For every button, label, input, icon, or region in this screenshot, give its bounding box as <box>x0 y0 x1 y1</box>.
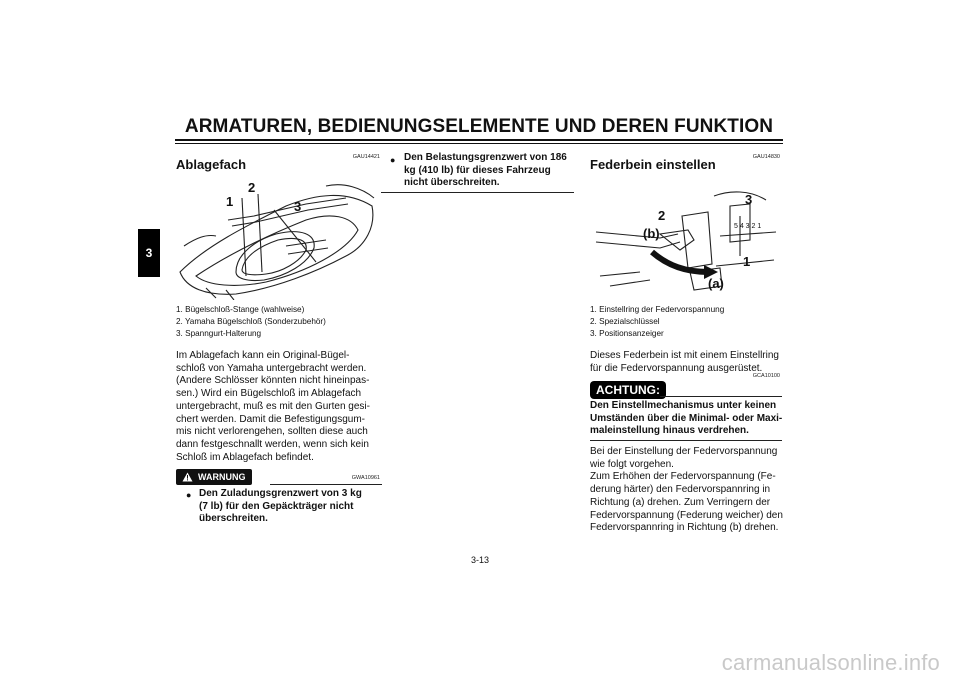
title-rule <box>175 139 783 141</box>
achtung-text: Den Einstellmechanismus unter keinen Umständen über die Minimal- oder Maxi- maleinstellung hinaus verdrehen. <box>590 400 783 436</box>
chapter-tab: 3 <box>138 229 160 277</box>
warning-label: WARNUNG <box>198 472 246 482</box>
bullet-icon: ● <box>390 155 396 165</box>
middle-end-rule <box>381 192 574 193</box>
storage-compartment-illustration <box>176 176 380 300</box>
callout-1: 1 <box>743 254 751 269</box>
callout-b: (b) <box>643 226 660 241</box>
section-code: GAU14830 <box>752 154 780 160</box>
middle-warning-text: Den Belastungsgrenzwert von 186 kg (410 lb) für dieses Fahrzeug nicht überschreiten. <box>404 152 567 188</box>
caption-item: 3. Spanngurt-Halterung <box>176 329 262 338</box>
caption-item: 3. Positionsanzeiger <box>590 329 664 338</box>
figure-caption-list <box>590 304 724 340</box>
warning-rule <box>270 484 382 485</box>
callout-3: 3 <box>294 199 302 214</box>
figure-caption-list <box>176 304 326 340</box>
warning-code: GWA10961 <box>351 475 380 481</box>
caption-item: 1. Einstellring der Federvorspannung <box>590 305 725 314</box>
callout-a: (a) <box>708 276 724 291</box>
paragraph-ablagefach: Im Ablagefach kann ein Original-Bügel- schloß von Yamaha untergebracht werden. (Andere Schlösser könnten nicht hineinpas- sen.) Wird ein Bügelschloß im Ablagefach untergebracht, muß es mit den Gurten gesi- chert werden. Damit die Befestigungsgum- mis nicht verlorengehen, sollten diese auch dann festgeschnallt werden, wenn sich kein Schloß im Ablagefach befindet. <box>176 350 370 463</box>
warning-text: Den Zuladungsgrenzwert von 3 kg (7 lb) für den Gepäckträger nicht überschreiten. <box>199 488 362 524</box>
paragraph-federbein-intro: Dieses Federbein ist mit einem Einstellring für die Federvorspannung ausgerüstet. <box>590 350 779 374</box>
paragraph-federbein-steps: Bei der Einstellung der Federvorspannung wie folgt vorgehen. Zum Erhöhen der Federvorspannung (Fe- derung härter) den Federvorspannring in Richtung (a) drehen. Zum Verringern der Federvorspannung (Federung weicher) den Federvorspannring in Richtung (b) drehen. <box>590 446 783 534</box>
achtung-end-rule <box>590 440 782 441</box>
callout-2: 2 <box>658 208 666 223</box>
callout-1: 1 <box>226 194 234 209</box>
bullet-icon: ● <box>186 490 192 500</box>
title-rule-thin <box>175 143 783 144</box>
caption-item: 2. Spezialschlüssel <box>590 317 660 326</box>
callout-3: 3 <box>745 192 753 207</box>
position-scale: 5 4 3 2 1 <box>734 223 762 230</box>
watermark: carmanualsonline.info <box>721 650 940 675</box>
section-code: GAU14421 <box>352 154 380 160</box>
page-number: 3-13 <box>470 555 489 565</box>
section-heading-ablagefach: Ablagefach <box>176 157 247 172</box>
callout-2: 2 <box>248 180 256 195</box>
caption-item: 2. Yamaha Bügelschloß (Sonderzubehör) <box>176 317 326 326</box>
achtung-code: GCA10100 <box>752 373 780 379</box>
caption-item: 1. Bügelschloß-Stange (wahlweise) <box>176 305 305 314</box>
page-title: ARMATUREN, BEDIENUNGSELEMENTE UND DEREN FUNKTION <box>184 116 774 137</box>
warning-triangle-icon <box>182 472 193 482</box>
shock-absorber-illustration <box>590 176 782 296</box>
achtung-rule <box>660 396 782 397</box>
achtung-badge: ACHTUNG: <box>590 381 666 399</box>
section-heading-federbein: Federbein einstellen <box>590 157 716 172</box>
warning-badge <box>176 469 252 485</box>
